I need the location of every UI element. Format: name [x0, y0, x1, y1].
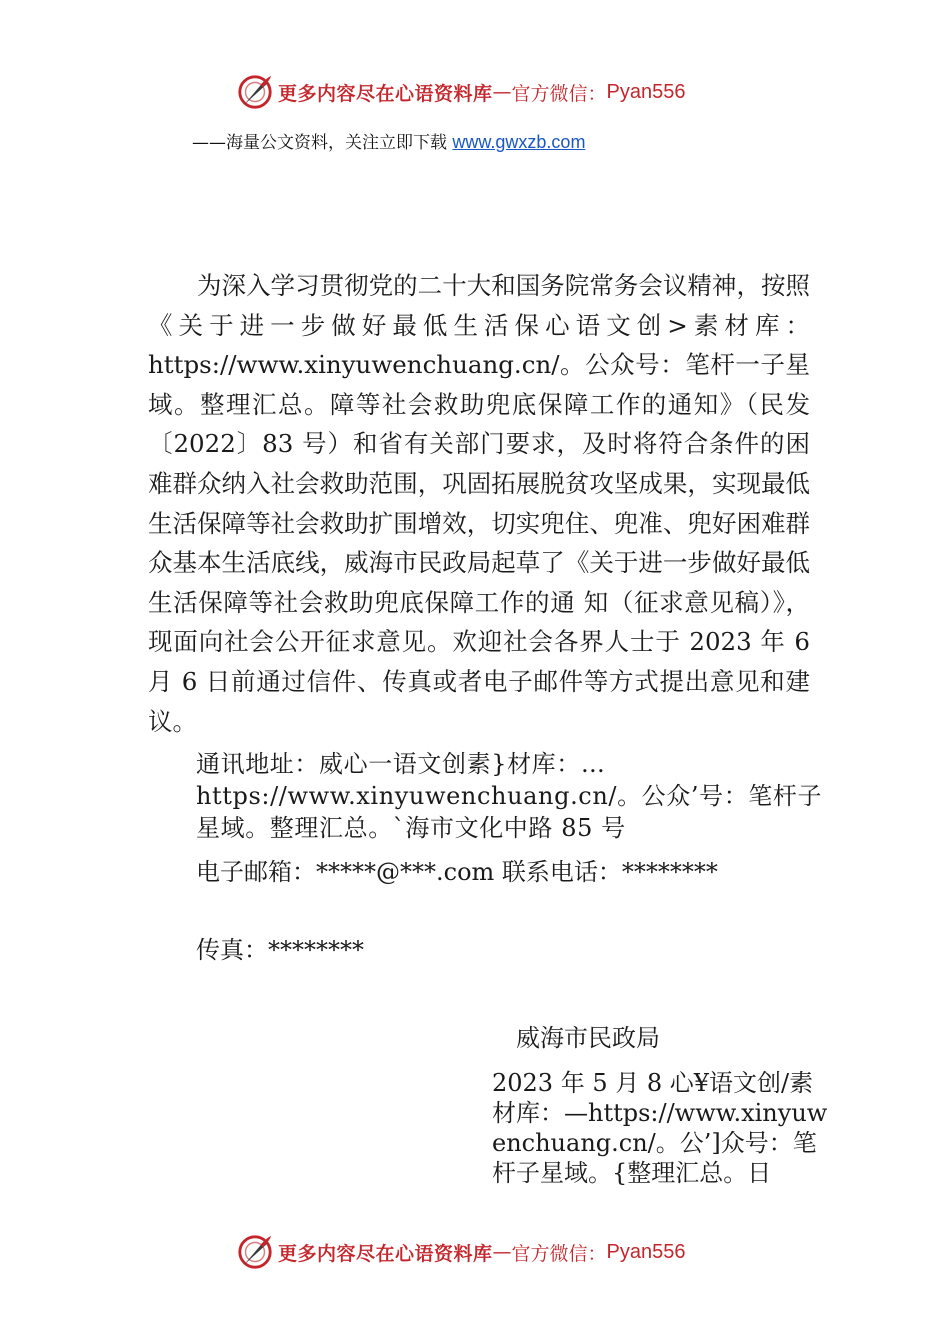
- subheader: [192, 128, 585, 153]
- contact-email-phone: 电子邮箱：*****@***.com 联系电话：********: [196, 858, 718, 886]
- contact-address-block: [196, 748, 838, 844]
- header-banner: [236, 72, 756, 112]
- banner-wechat-id: Pyan556: [606, 80, 686, 103]
- banner-wechat-label: 官方微信：: [511, 1242, 607, 1265]
- subheader-link[interactable]: www.gwxzb.com: [452, 132, 586, 152]
- signature-org: 威海市民政局: [516, 1024, 660, 1052]
- body-paragraph: 为深入学习贯彻党的二十大和国务院常务会议精神，按照《关于进一步做好最低生活保心语文创>素材库：https://www.xinyuwenchuang.cn/。公众号：笔杆一子星域。整理汇总。障等社会救助兜底保障工作的通知》（民发〔2022〕83 号）和省有关部门要求，及时将符合条件的困难群众纳入社会救助范围，巩固拓展脱贫攻坚成果，实现最低生活保障等社会救助扩围增效，切实兜住、兜准、兜好困难群众基本生活底线，威海市民政局起草了《关于进一步做好最低生活保障等社会救助兜底保障工作的通 知（征求意见稿）》，现面向社会公开征求意见。欢迎社会各界人士于 2023 年 6 月 6 日前通过信件、传真或者电子邮件等方式提出意见和建议。: [148, 271, 810, 736]
- signature-date: 2023 年 5 月 8 心¥语文创/素材库：—https://www.xinyuwenchuang.cn/。公’]众号：笔杆子星域。{整理汇总。日: [492, 1069, 828, 1187]
- contact-fax-block: [196, 934, 838, 966]
- quill-logo-icon: [236, 1233, 274, 1271]
- body-paragraph-block: [148, 266, 810, 741]
- contact-email-block: [196, 856, 838, 888]
- banner-separator: —: [492, 1241, 512, 1263]
- banner-wechat-id: Pyan556: [606, 1240, 686, 1263]
- banner-title: 更多内容尽在心语资料库: [278, 82, 493, 105]
- quill-logo-icon: [236, 73, 274, 111]
- banner-wechat-label: 官方微信：: [511, 82, 607, 105]
- footer-banner: [236, 1232, 756, 1272]
- contact-fax: 传真：********: [196, 936, 364, 964]
- banner-title: 更多内容尽在心语资料库: [278, 1242, 493, 1265]
- contact-address: 通讯地址：威心一语文创素}材库：…https://www.xinyuwenchuang.cn/。公众’号：笔杆子星域。整理汇总。`海市文化中路 85 号: [196, 750, 823, 842]
- banner-separator: —: [492, 81, 512, 103]
- subheader-text: ——海量公文资料，关注立即下载: [192, 133, 453, 153]
